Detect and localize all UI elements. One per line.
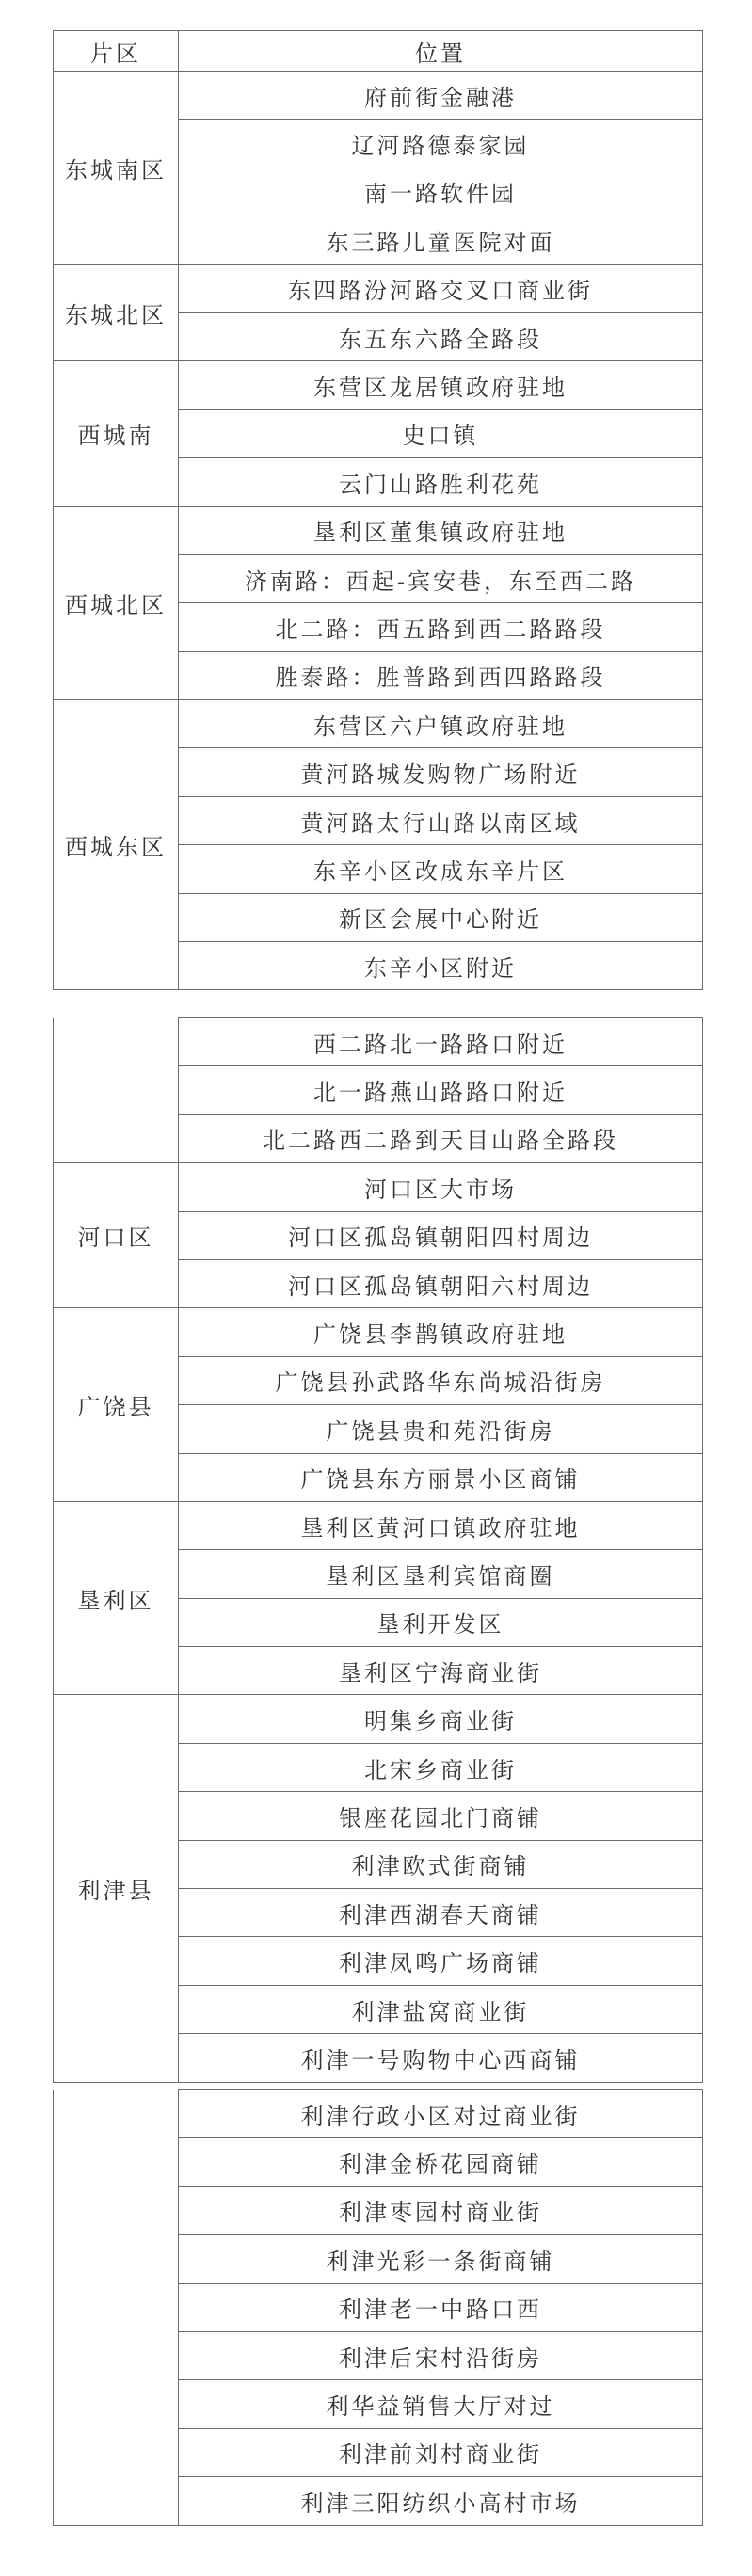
table-row (54, 1695, 703, 1743)
location-cell: 胜泰路：胜普路到西四路路段 (179, 651, 703, 699)
location-cell: 利津后宋村沿街房 (179, 2331, 703, 2379)
location-cell: 东辛小区附近 (179, 942, 703, 990)
table-row (54, 72, 703, 120)
table-row (54, 1018, 703, 1066)
location-cell: 河口区孤岛镇朝阳四村周边 (179, 1211, 703, 1259)
header-location: 位置 (179, 31, 703, 72)
location-cell: 利津行政小区对过商业街 (179, 2090, 703, 2138)
table-row (54, 506, 703, 554)
location-cell: 利津光彩一条街商铺 (179, 2235, 703, 2283)
location-cell: 东五东六路全路段 (179, 312, 703, 360)
location-cell: 利津三阳纺织小高村市场 (179, 2477, 703, 2525)
location-cell: 西二路北一路路口附近 (179, 1018, 703, 1066)
location-cell: 广饶县李鹊镇政府驻地 (179, 1308, 703, 1356)
location-cell: 云门山路胜利花苑 (179, 458, 703, 506)
location-cell: 黄河路太行山路以南区域 (179, 796, 703, 844)
location-cell: 广饶县东方丽景小区商铺 (179, 1453, 703, 1501)
location-cell: 东四路汾河路交叉口商业街 (179, 264, 703, 312)
location-cell: 东营区六户镇政府驻地 (179, 700, 703, 748)
area-cell: 垦利区 (54, 1501, 179, 1695)
location-cell: 利津凤鸣广场商铺 (179, 1937, 703, 1985)
location-cell: 明集乡商业街 (179, 1695, 703, 1743)
location-cell: 垦利区董集镇政府驻地 (179, 506, 703, 554)
location-cell: 利津前刘村商业街 (179, 2428, 703, 2476)
location-cell: 黄河路城发购物广场附近 (179, 748, 703, 796)
location-cell: 北宋乡商业街 (179, 1743, 703, 1791)
area-cell: 河口区 (54, 1163, 179, 1308)
location-cell: 垦利区垦利宾馆商圈 (179, 1550, 703, 1598)
table-row (54, 2090, 703, 2138)
location-cell: 银座花园北门商铺 (179, 1792, 703, 1840)
location-cell: 南一路软件园 (179, 168, 703, 216)
location-cell: 辽河路德泰家园 (179, 120, 703, 168)
location-cell: 利津欧式街商铺 (179, 1840, 703, 1888)
location-cell: 垦利区黄河口镇政府驻地 (179, 1501, 703, 1549)
location-cell: 新区会展中心附近 (179, 893, 703, 941)
area-cell: 西城北区 (54, 506, 179, 700)
location-cell: 河口区大市场 (179, 1163, 703, 1211)
location-cell: 北二路：西五路到西二路路段 (179, 603, 703, 651)
area-cell: 广饶县 (54, 1308, 179, 1502)
location-cell: 北二路西二路到天目山路全路段 (179, 1114, 703, 1162)
area-cell: 西城南 (54, 361, 179, 506)
area-cell: 西城东区 (54, 700, 179, 990)
location-cell: 利华益销售大厅对过 (179, 2380, 703, 2428)
location-cell: 利津西湖春天商铺 (179, 1889, 703, 1937)
area-cell (54, 1018, 179, 1163)
area-cell: 东城北区 (54, 264, 179, 361)
location-cell: 东三路儿童医院对面 (179, 216, 703, 264)
location-cell: 河口区孤岛镇朝阳六村周边 (179, 1259, 703, 1307)
table-row (54, 1501, 703, 1549)
table-row (54, 1163, 703, 1211)
location-cell: 利津枣园村商业街 (179, 2186, 703, 2234)
location-cell: 史口镇 (179, 409, 703, 457)
area-cell: 东城南区 (54, 72, 179, 265)
location-cell: 利津一号购物中心西商铺 (179, 2034, 703, 2082)
table-block-2 (53, 1017, 703, 2083)
location-cell: 利津金桥花园商铺 (179, 2138, 703, 2186)
header-row (54, 31, 703, 72)
location-cell: 垦利区宁海商业街 (179, 1647, 703, 1695)
table-block-1 (53, 30, 703, 990)
location-cell: 东辛小区改成东辛片区 (179, 845, 703, 893)
area-cell (54, 2090, 179, 2526)
table-block-3 (53, 2089, 703, 2526)
location-cell: 广饶县孙武路华东尚城沿街房 (179, 1356, 703, 1404)
location-cell: 广饶县贵和苑沿街房 (179, 1405, 703, 1453)
table-row (54, 1308, 703, 1356)
location-cell: 济南路：西起-宾安巷，东至西二路 (179, 554, 703, 602)
table-row (54, 700, 703, 748)
location-cell: 东营区龙居镇政府驻地 (179, 361, 703, 409)
table-row (54, 264, 703, 312)
area-cell: 利津县 (54, 1695, 179, 2082)
location-cell: 府前街金融港 (179, 72, 703, 120)
header-area: 片区 (54, 31, 179, 72)
table-row (54, 361, 703, 409)
location-cell: 利津盐窝商业街 (179, 1985, 703, 2033)
location-cell: 垦利开发区 (179, 1598, 703, 1646)
location-cell: 利津老一中路口西 (179, 2283, 703, 2331)
location-cell: 北一路燕山路路口附近 (179, 1066, 703, 1114)
